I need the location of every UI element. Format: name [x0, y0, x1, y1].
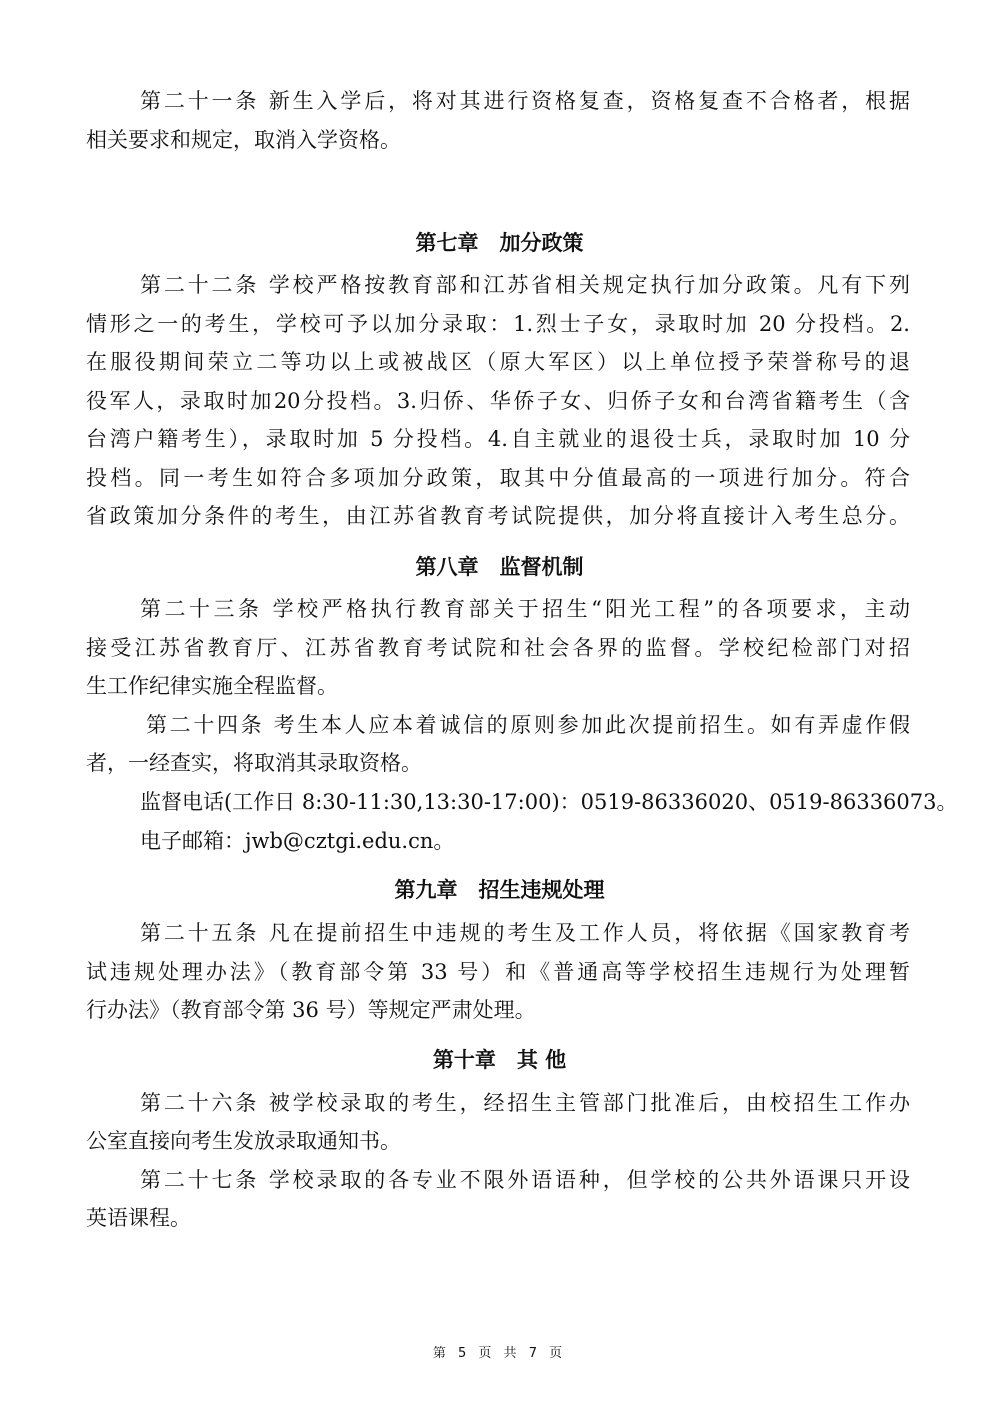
- paragraph-line: 第二十一条 新生入学后，将对其进行资格复查，资格复查不合格者，根据: [140, 89, 910, 113]
- paragraph-line: 第二十七条 学校录取的各专业不限外语语种，但学校的公共外语课只开设: [140, 1168, 910, 1192]
- paragraph-line: 相关要求和规定，取消入学资格。: [86, 128, 401, 152]
- paragraph-line: 情形之一的考生，学校可予以加分录取：1.烈士子女，录取时加 20 分投档。2.: [86, 312, 910, 336]
- paragraph-line: 第二十四条 考生本人应本着诚信的原则参加此次提前招生。如有弄虚作假: [146, 713, 910, 737]
- paragraph-line: 第二十五条 凡在提前招生中违规的考生及工作人员，将依据《国家教育考: [140, 921, 910, 945]
- paragraph-line: 在服役期间荣立二等功以上或被战区（原大军区）以上单位授予荣誉称号的退: [86, 350, 910, 374]
- supervision-phone: 监督电话(工作日 8:30-11:30,13:30-17:00)：0519-86336020、0519-86336073。: [140, 790, 958, 814]
- chapter-7-heading: 第七章 加分政策: [415, 231, 584, 255]
- paragraph-line: 英语课程。: [86, 1206, 191, 1230]
- paragraph-line: 生工作纪律实施全程监督。: [86, 674, 338, 698]
- paragraph-line: 省政策加分条件的考生，由江苏省教育考试院提供，加分将直接计入考生总分。: [86, 504, 910, 528]
- page-number-footer: 第 5 页 共 7 页: [432, 1346, 567, 1361]
- paragraph-line: 行办法》（教育部令第 36 号）等规定严肃处理。: [86, 998, 536, 1022]
- paragraph-line: 接受江苏省教育厅、江苏省教育考试院和社会各界的监督。学校纪检部门对招: [86, 636, 910, 660]
- paragraph-line: 投档。同一考生如符合多项加分政策，取其中分值最高的一项进行加分。符合: [86, 466, 910, 490]
- paragraph-line: 第二十六条 被学校录取的考生，经招生主管部门批准后，由校招生工作办: [140, 1091, 910, 1115]
- paragraph-line: 试违规处理办法》（教育部令第 33 号）和《普通高等学校招生违规行为处理暂: [86, 960, 910, 984]
- paragraph-line: 台湾户籍考生），录取时加 5 分投档。4.自主就业的退役士兵，录取时加 10 分: [86, 427, 910, 451]
- chapter-8-heading: 第八章 监督机制: [415, 555, 584, 579]
- paragraph-line: 公室直接向考生发放录取通知书。: [86, 1129, 401, 1153]
- supervision-email: 电子邮箱：jwb@cztgi.edu.cn。: [140, 829, 455, 853]
- chapter-9-heading: 第九章 招生违规处理: [394, 878, 605, 902]
- paragraph-line: 第二十三条 学校严格执行教育部关于招生“阳光工程”的各项要求，主动: [140, 597, 910, 621]
- paragraph-line: 者，一经查实，将取消其录取资格。: [86, 751, 422, 775]
- chapter-10-heading: 第十章 其 他: [432, 1048, 567, 1072]
- paragraph-line: 役军人，录取时加20分投档。3.归侨、华侨子女、归侨子女和台湾省籍考生（含: [86, 389, 910, 413]
- paragraph-line: 第二十二条 学校严格按教育部和江苏省相关规定执行加分政策。凡有下列: [140, 273, 910, 297]
